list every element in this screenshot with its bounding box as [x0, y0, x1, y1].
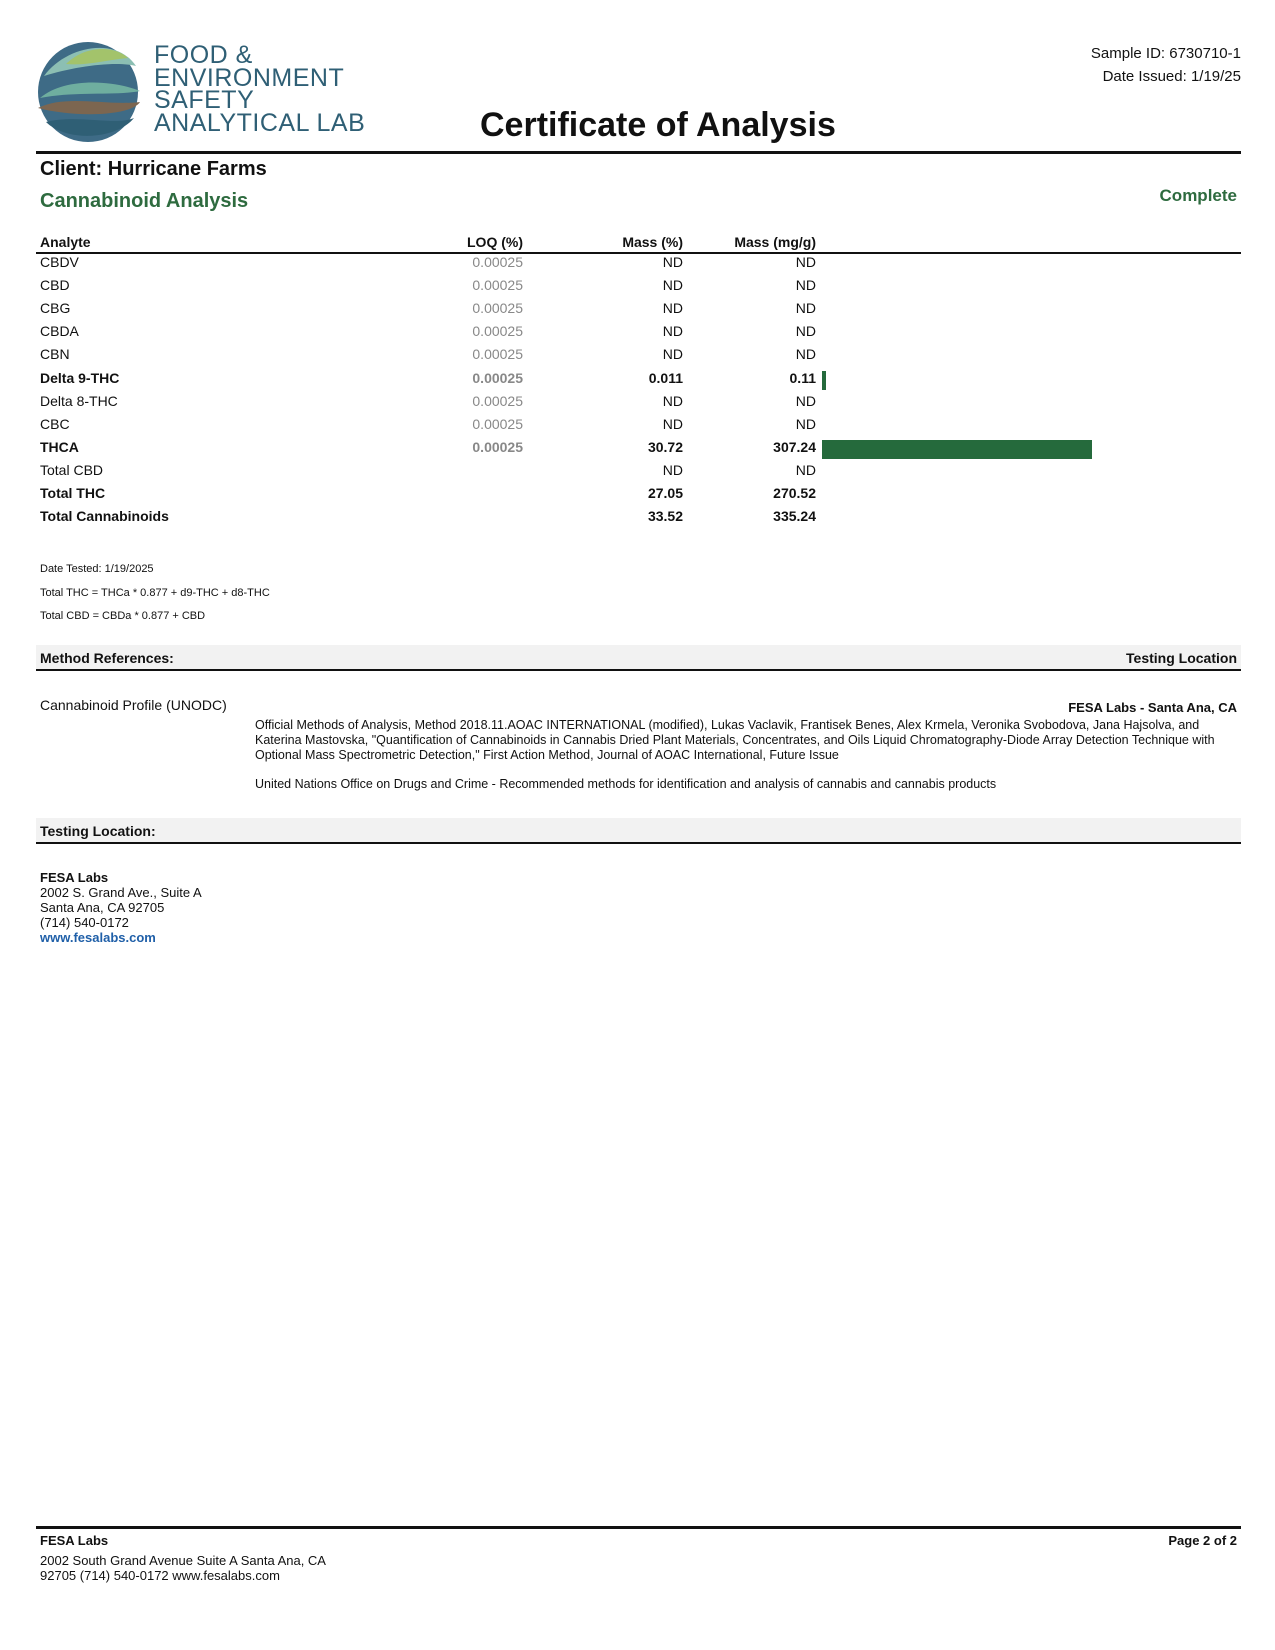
analyte-cell: Total THC: [40, 485, 106, 501]
method-name: Cannabinoid Profile (UNODC): [40, 697, 227, 713]
mass-mg-cell: 270.52: [773, 485, 816, 501]
mass-pct-cell: ND: [662, 300, 683, 317]
date-issued: Date Issued: 1/19/25: [1102, 68, 1241, 85]
table-row: [0, 416, 1275, 439]
loq-cell: 0.00025: [472, 254, 523, 270]
testing-location-band: [36, 818, 1241, 842]
loq-cell: 0.00025: [472, 369, 523, 386]
table-row: [0, 300, 1275, 323]
total-cbd-formula: Total CBD = CBDa * 0.877 + CBD: [40, 610, 206, 622]
lab-address-line: 2002 S. Grand Ave., Suite A: [40, 885, 202, 900]
mass-pct-cell: 30.72: [647, 438, 683, 455]
testing-location-label: Testing Location:: [40, 823, 156, 839]
method-references-divider: [36, 669, 1241, 671]
column-header-loq: LOQ (%): [467, 234, 523, 250]
table-row: [0, 254, 1275, 277]
method-references-text: [255, 718, 1215, 806]
concentration-bar: [822, 440, 1092, 459]
table-row: [0, 508, 1275, 531]
mass-mg-cell: 0.11: [789, 369, 816, 386]
mass-mg-cell: ND: [795, 254, 816, 270]
mass-mg-cell: ND: [795, 346, 816, 363]
mass-pct-cell: ND: [662, 254, 683, 270]
logo-line: SAFETY: [154, 86, 255, 114]
table-row: [0, 346, 1275, 369]
lab-website-link[interactable]: www.fesalabs.com: [40, 930, 156, 945]
column-header-mass-pct: Mass (%): [622, 234, 683, 250]
method-reference: United Nations Office on Drugs and Crime - Recommended methods for identification and analysis of cannabis and cannabis products: [255, 777, 997, 791]
table-row: [0, 323, 1275, 346]
loq-cell: 0.00025: [472, 277, 523, 294]
status-badge: Complete: [1159, 186, 1237, 205]
lab-logo: [36, 36, 366, 146]
method-reference: Official Methods of Analysis, Method 2018.11.AOAC INTERNATIONAL (modified), Lukas Vaclavik, Frantisek Benes, Alex Krmela, Veronika Svobodova, Jana Hajsolva, and Katerina Mastovska, "Quantification of Cannabinoids in Cannabis Dried Plant Materials, Concentrates, and Oils Liquid Chromatography-Diode Array Detection Technique with Optional Mass Spectrometric Detection," First Action Method, Journal of AOAC International, Future Issue: [255, 718, 1215, 762]
table-row: [0, 277, 1275, 300]
mass-pct-cell: ND: [662, 277, 683, 294]
concentration-bar: [822, 371, 826, 390]
lab-phone: (714) 540-0172: [40, 915, 129, 930]
mass-mg-cell: ND: [795, 300, 816, 317]
logo-line: FOOD &: [154, 41, 253, 69]
table-row: [0, 393, 1275, 416]
mass-pct-cell: 27.05: [647, 485, 683, 501]
mass-mg-cell: 335.24: [773, 508, 816, 525]
footer-lab-name: FESA Labs: [40, 1533, 109, 1548]
sample-meta: [1091, 42, 1241, 88]
analyte-cell: CBG: [40, 300, 71, 317]
mass-mg-cell: 307.24: [773, 438, 816, 455]
mass-pct-cell: 0.011: [648, 369, 683, 386]
mass-pct-cell: ND: [662, 323, 683, 340]
logo-line: ANALYTICAL LAB: [154, 108, 366, 137]
loq-cell: 0.00025: [472, 392, 523, 409]
analyte-cell: THCA: [40, 438, 79, 455]
lab-logo-emblem-icon: [36, 36, 146, 146]
footer-divider: [36, 1526, 1241, 1529]
footer-address: 2002 South Grand Avenue Suite A Santa Ana, CA 92705 (714) 540-0172 www.fesalabs.com: [40, 1553, 326, 1583]
table-row: [0, 370, 1275, 393]
section-title: Cannabinoid Analysis: [40, 190, 249, 212]
lab-name: FESA Labs: [40, 870, 109, 885]
mass-mg-cell: ND: [795, 323, 816, 340]
loq-cell: 0.00025: [472, 438, 523, 455]
loq-cell: 0.00025: [472, 346, 523, 363]
analyte-cell: CBN: [40, 346, 70, 363]
logo-line: ENVIRONMENT: [154, 63, 345, 92]
analyte-cell: CBD: [40, 277, 70, 294]
client-name: Client: Hurricane Farms: [40, 158, 267, 180]
mass-pct-cell: ND: [662, 392, 683, 409]
analyte-cell: Delta 9-THC: [40, 369, 120, 386]
mass-pct-cell: ND: [662, 346, 683, 363]
mass-pct-cell: 33.52: [647, 508, 683, 525]
date-tested: Date Tested: 1/19/2025: [40, 563, 154, 575]
method-location: FESA Labs - Santa Ana, CA: [1068, 700, 1237, 715]
testing-location-header: Testing Location: [1126, 650, 1237, 666]
column-header-analyte: Analyte: [40, 234, 91, 250]
mass-mg-cell: ND: [795, 277, 816, 294]
mass-mg-cell: ND: [795, 392, 816, 409]
method-references-band: [36, 645, 1241, 669]
sample-id: Sample ID: 6730710-1: [1090, 45, 1241, 62]
lab-address: [40, 870, 202, 945]
document-title: Certificate of Analysis: [480, 106, 836, 144]
header-divider: [36, 151, 1241, 154]
analyte-cell: Total Cannabinoids: [40, 508, 169, 525]
analyte-cell: CBC: [40, 415, 70, 432]
mass-mg-cell: ND: [795, 415, 816, 432]
mass-pct-cell: ND: [662, 415, 683, 432]
lab-address-line: Santa Ana, CA 92705: [40, 900, 165, 915]
mass-pct-cell: ND: [662, 461, 683, 478]
analyte-cell: CBDV: [40, 254, 79, 270]
analyte-cell: Total CBD: [40, 461, 104, 478]
loq-cell: 0.00025: [472, 300, 523, 317]
testing-location-divider: [36, 842, 1241, 844]
analyte-cell: CBDA: [40, 323, 79, 340]
loq-cell: 0.00025: [472, 323, 523, 340]
method-references-label: Method References:: [40, 650, 174, 666]
page-number: Page 2 of 2: [1168, 1533, 1237, 1548]
table-row: [0, 485, 1275, 508]
table-row: [0, 462, 1275, 485]
mass-mg-cell: ND: [795, 461, 816, 478]
column-header-mass-mg: Mass (mg/g): [734, 234, 816, 250]
analyte-cell: Delta 8-THC: [40, 392, 118, 409]
loq-cell: 0.00025: [472, 415, 523, 432]
total-thc-formula: Total THC = THCa * 0.877 + d9-THC + d8-THC: [40, 587, 270, 599]
table-row: [0, 439, 1275, 462]
